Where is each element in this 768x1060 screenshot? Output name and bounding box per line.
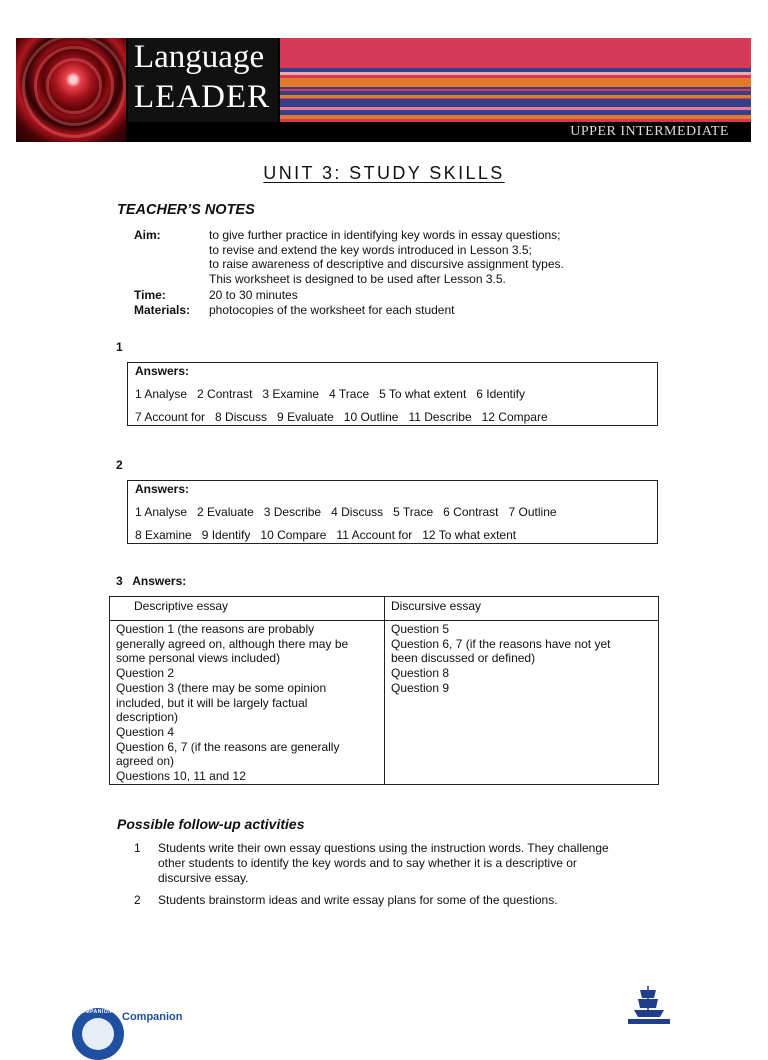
answer-line: 1 Analyse 2 Contrast 3 Examine 4 Trace 5 To what extent 6 Identify bbox=[135, 387, 525, 401]
cell-line: Question 6, 7 (if the reasons have not yet bbox=[391, 636, 611, 651]
table-divider bbox=[384, 597, 385, 784]
cell-line: been discussed or defined) bbox=[391, 651, 536, 666]
answers-label: Answers: bbox=[135, 482, 190, 496]
cell-line: description) bbox=[116, 710, 179, 725]
section-2-number: 2 bbox=[116, 458, 123, 472]
banner-stripes bbox=[280, 38, 751, 122]
cell-line: Question 3 (there may be some opinion bbox=[116, 680, 327, 695]
answers-label: Answers: bbox=[135, 364, 190, 378]
teachers-notes-heading: TEACHER’S NOTES bbox=[117, 202, 255, 218]
followup-item-number: 1 bbox=[134, 841, 141, 855]
spiral-staircase-image bbox=[16, 38, 126, 142]
discursive-essay-cell bbox=[391, 622, 653, 696]
aim-line: to revise and extend the key words introduced in Lesson 3.5; bbox=[209, 242, 532, 257]
cell-line: Question 4 bbox=[116, 724, 175, 739]
section-1-number: 1 bbox=[116, 340, 123, 354]
aim-line: This worksheet is designed to be used after Lesson 3.5. bbox=[209, 271, 506, 286]
page-title-text: UNIT 3: STUDY SKILLS bbox=[263, 163, 505, 183]
followup-item-number: 2 bbox=[134, 893, 141, 907]
cell-line: generally agreed on, although there may be bbox=[116, 636, 349, 651]
answer-line: 1 Analyse 2 Evaluate 3 Describe 4 Discuss 5 Trace 6 Contrast 7 Outline bbox=[135, 505, 557, 519]
companion-ring-text: COMPANION bbox=[77, 1009, 113, 1015]
cell-line: Question 8 bbox=[391, 666, 450, 681]
ship-logo-icon bbox=[628, 982, 670, 1024]
table-header-rule bbox=[110, 620, 658, 621]
followup-line: Students write their own essay questions using the instruction words. They challenge bbox=[158, 841, 609, 855]
followup-item-text bbox=[158, 893, 658, 908]
aim-line: to give further practice in identifying key words in essay questions; bbox=[209, 228, 561, 242]
aim-text bbox=[209, 228, 564, 286]
page-title bbox=[0, 163, 768, 184]
descriptive-essay-cell bbox=[116, 622, 378, 784]
discursive-essay-header: Discursive essay bbox=[391, 599, 482, 613]
followup-line: Students brainstorm ideas and write essay plans for some of the questions. bbox=[158, 893, 558, 907]
cell-line: Question 6, 7 (if the reasons are generally bbox=[116, 739, 340, 754]
essay-type-table bbox=[109, 596, 659, 785]
descriptive-essay-header: Descriptive essay bbox=[134, 599, 229, 613]
companion-wordmark: Companion bbox=[122, 1011, 183, 1023]
section-1-answer-box bbox=[127, 362, 658, 426]
followup-line: other students to identify the key words and to say whether it is a descriptive or bbox=[158, 855, 577, 870]
brand-title-line2: LEADER bbox=[134, 79, 271, 115]
cell-line: agreed on) bbox=[116, 754, 175, 769]
header-banner bbox=[16, 38, 751, 142]
followup-heading: Possible follow-up activities bbox=[117, 816, 305, 832]
section-2-answer-box bbox=[127, 480, 658, 544]
cell-line: Question 9 bbox=[391, 680, 450, 695]
time-value: 20 to 30 minutes bbox=[209, 288, 298, 302]
cell-line: Question 1 (the reasons are probably bbox=[116, 622, 315, 636]
answer-line: 8 Examine 9 Identify 10 Compare 11 Account for 12 To what extent bbox=[135, 528, 517, 542]
followup-item-text bbox=[158, 841, 658, 885]
materials-value: photocopies of the worksheet for each student bbox=[209, 303, 455, 317]
materials-label: Materials: bbox=[134, 303, 191, 317]
cell-line: Question 2 bbox=[116, 666, 175, 681]
companion-logo bbox=[72, 1004, 232, 1024]
cell-line: Questions 10, 11 and 12 bbox=[116, 769, 246, 784]
cell-line: some personal views included) bbox=[116, 651, 281, 666]
level-label: UPPER INTERMEDIATE bbox=[570, 124, 729, 139]
brand-title-line1: Language bbox=[134, 39, 265, 75]
section-3-heading: 3 Answers: bbox=[116, 574, 187, 588]
time-label: Time: bbox=[134, 288, 166, 302]
aim-label: Aim: bbox=[134, 228, 161, 242]
cell-line: included, but it will be largely factual bbox=[116, 695, 308, 710]
answer-line: 7 Account for 8 Discuss 9 Evaluate 10 Outline 11 Describe 12 Compare bbox=[135, 410, 548, 424]
cell-line: Question 5 bbox=[391, 622, 450, 636]
followup-line: discursive essay. bbox=[158, 870, 249, 885]
companion-disc-icon bbox=[72, 1008, 124, 1060]
aim-line: to raise awareness of descriptive and discursive assignment types. bbox=[209, 257, 564, 272]
